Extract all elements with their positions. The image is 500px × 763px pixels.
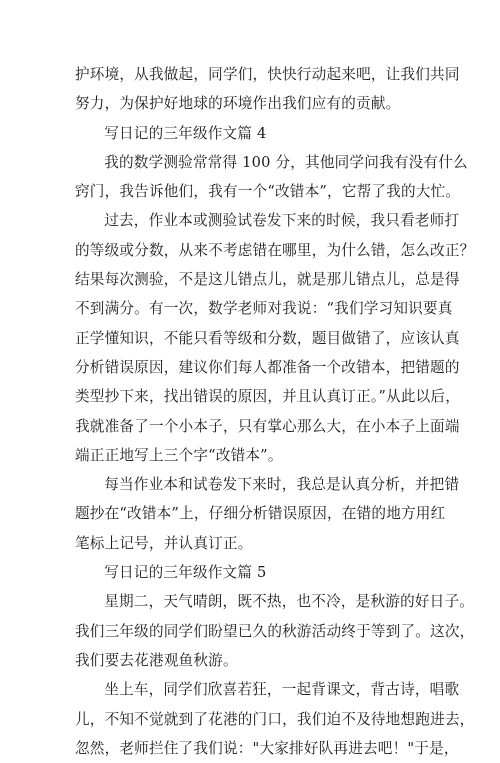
text-line: 笔标上记号，并认真订正。 <box>75 534 253 552</box>
text-line: 类型抄下来，找出错误的原因，并且认真订正。”从此以后， <box>75 388 461 406</box>
text-line: 星期二，天气晴朗，既不热，也不冷，是秋游的好日子。 <box>104 593 475 611</box>
section-heading-4: 写日记的三年级作文篇 4 <box>104 124 267 142</box>
paragraph-autumn-trip <box>75 587 475 675</box>
text-line: 忽然，老师拦住了我们说："大家排好队再进去吧！"于是， <box>75 739 459 757</box>
paragraph-past-habits <box>75 206 475 470</box>
text-line: 坐上车，同学们欣喜若狂，一起背课文，背古诗，唱歌 <box>104 681 460 699</box>
text-line: 过去，作业本或测验试卷发下来的时候，我只看老师打 <box>104 212 460 230</box>
text-line: 题抄在“改错本”上，仔细分析错误原因，在错的地方用红 <box>75 505 446 523</box>
paragraph-math-test <box>75 148 468 207</box>
text-line: 的等级或分数，从来不考虑错在哪里，为什么错，怎么改正？ <box>75 241 475 259</box>
text-line: 不到满分。有一次，数学老师对我说：“我们学习知识要真 <box>75 300 453 318</box>
text-line: 努力，为保护好地球的环境作出我们应有的贡献。 <box>75 95 401 113</box>
paragraph-bus-ride <box>75 675 475 763</box>
text-line: 窍门，我告诉他们，我有一个“改错本”，它帮了我的大忙。 <box>75 183 461 201</box>
text-line: 端正正地写上三个字“改错本”。 <box>75 446 283 464</box>
text-line: 儿，不知不觉就到了花港的门口，我们迫不及待地想跑进去， <box>75 710 475 728</box>
paragraph-correction-habit <box>75 470 460 558</box>
text-line: 分析错误原因，建议你们每人都准备一个改错本，把错题的 <box>75 358 460 376</box>
section-heading-5: 写日记的三年级作文篇 5 <box>104 564 267 582</box>
document-page <box>75 60 475 763</box>
text-line: 我就准备了一个小本子，只有掌心那么大，在小本子上面端 <box>75 417 460 435</box>
text-line: 正学懂知识，不能只看等级和分数，题目做错了，应该认真 <box>75 329 460 347</box>
text-line: 每当作业本和试卷发下来时，我总是认真分析，并把错 <box>104 476 460 494</box>
paragraph-intro-continuation <box>75 60 460 119</box>
text-line: 结果每次测验，不是这儿错点儿，就是那儿错点儿，总是得 <box>75 271 460 289</box>
text-line: 我的数学测验常常得 100 分，其他同学问我有没有什么 <box>104 153 468 171</box>
text-line: 我们要去花港观鱼秋游。 <box>75 651 238 669</box>
text-line: 我们三年级的同学们盼望已久的秋游活动终于等到了。这次， <box>75 622 475 640</box>
text-line: 护环境，从我做起，同学们，快快行动起来吧，让我们共同 <box>75 66 460 83</box>
